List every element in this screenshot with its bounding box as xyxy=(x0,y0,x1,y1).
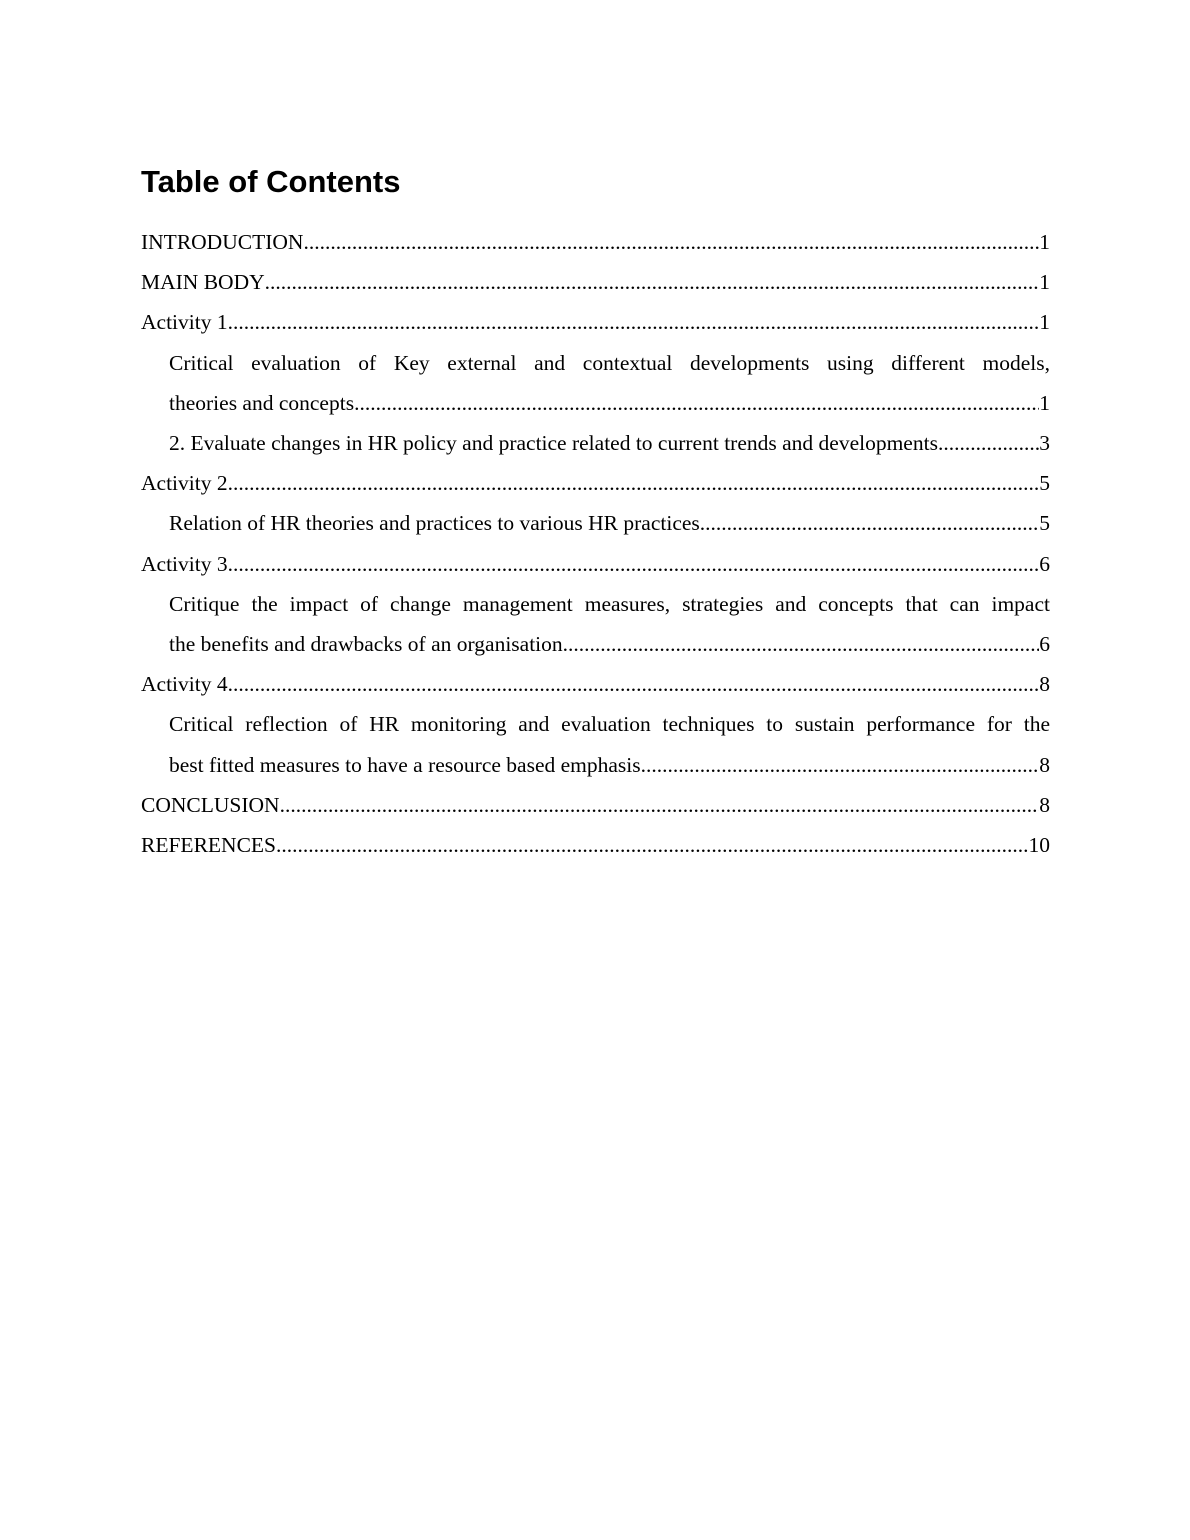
toc-entry-critical-evaluation[interactable] xyxy=(141,343,1050,423)
toc-list xyxy=(141,222,1050,865)
dot-leader xyxy=(280,785,1040,825)
toc-entry-page: 8 xyxy=(1039,792,1050,817)
toc-entry-row xyxy=(141,302,1050,342)
dot-leader xyxy=(303,222,1039,262)
dot-leader xyxy=(265,262,1040,302)
toc-entry-page: 1 xyxy=(1039,230,1050,254)
dot-leader xyxy=(228,544,1040,584)
toc-entry-relation-hr-theories[interactable] xyxy=(141,503,1050,543)
toc-entry-row xyxy=(169,383,1050,423)
toc-entry-label: Relation of HR theories and practices to various HR practices xyxy=(169,511,700,536)
toc-entry-page: 10 xyxy=(1028,833,1050,858)
toc-entry-first-line: Critical reflection of HR monitoring and evaluation techniques to sustain performance for the xyxy=(169,712,1050,737)
dot-leader xyxy=(641,745,1040,785)
toc-entry-row xyxy=(141,463,1050,503)
toc-entry-row xyxy=(141,222,1050,262)
toc-entry-label: INTRODUCTION xyxy=(141,230,304,254)
toc-entry-page: 1 xyxy=(1039,310,1050,335)
toc-entry-label: theories and concepts xyxy=(169,390,355,415)
toc-entry-critique-change-management[interactable] xyxy=(141,584,1050,664)
toc-entry-row xyxy=(169,624,1050,664)
toc-entry-label: the benefits and drawbacks of an organisation xyxy=(169,632,563,657)
toc-title: Table of Contents xyxy=(141,164,401,199)
toc-entry-row xyxy=(141,262,1050,302)
toc-entry-page: 6 xyxy=(1039,551,1050,576)
dot-leader xyxy=(354,383,1039,423)
toc-entry-first-line: Critical evaluation of Key external and contextual developments using different models, xyxy=(169,350,1050,375)
toc-entry-activity-4[interactable] xyxy=(141,664,1050,704)
toc-entry-activity-3[interactable] xyxy=(141,544,1050,584)
toc-entry-label: Activity 4 xyxy=(141,672,228,697)
toc-entry-label: CONCLUSION xyxy=(141,792,280,817)
toc-entry-introduction[interactable] xyxy=(141,222,1050,262)
toc-entry-row xyxy=(141,664,1050,704)
toc-entry-label: best fitted measures to have a resource based emphasis xyxy=(169,752,641,777)
toc-entry-row xyxy=(141,825,1050,865)
dot-leader xyxy=(276,825,1029,865)
toc-entry-page: 6 xyxy=(1039,632,1050,657)
toc-entry-page: 5 xyxy=(1039,471,1050,496)
toc-entry-page: 1 xyxy=(1039,270,1050,295)
toc-entry-conclusion[interactable] xyxy=(141,785,1050,825)
toc-entry-main-body[interactable] xyxy=(141,262,1050,302)
toc-entry-evaluate-changes[interactable] xyxy=(141,423,1050,463)
toc-entry-row xyxy=(141,785,1050,825)
dot-leader xyxy=(938,423,1039,463)
toc-entry-label: Activity 1 xyxy=(141,310,228,335)
dot-leader xyxy=(228,664,1040,704)
toc-entry-row xyxy=(169,745,1050,785)
dot-leader xyxy=(228,463,1040,503)
toc-entry-label: MAIN BODY xyxy=(141,270,265,295)
toc-entry-references[interactable] xyxy=(141,825,1050,865)
dot-leader xyxy=(563,624,1040,664)
toc-entry-page: 3 xyxy=(1039,431,1050,456)
toc-entry-row xyxy=(169,503,1050,543)
toc-entry-critical-reflection[interactable] xyxy=(141,704,1050,784)
dot-leader xyxy=(700,503,1039,543)
toc-entry-page: 1 xyxy=(1039,390,1050,415)
toc-entry-label: REFERENCES xyxy=(141,833,276,858)
toc-entry-page: 5 xyxy=(1039,511,1050,536)
toc-entry-first-line: Critique the impact of change management measures, strategies and concepts that can impact xyxy=(169,591,1050,616)
toc-entry-activity-2[interactable] xyxy=(141,463,1050,503)
toc-entry-page: 8 xyxy=(1039,752,1050,777)
toc-entry-page: 8 xyxy=(1039,672,1050,697)
dot-leader xyxy=(228,302,1040,342)
toc-entry-label: 2. Evaluate changes in HR policy and practice related to current trends and developments xyxy=(169,431,938,456)
toc-entry-activity-1[interactable] xyxy=(141,302,1050,342)
toc-entry-label: Activity 3 xyxy=(141,551,228,576)
toc-entry-row xyxy=(141,544,1050,584)
toc-entry-label: Activity 2 xyxy=(141,471,228,496)
toc-entry-row xyxy=(169,423,1050,463)
